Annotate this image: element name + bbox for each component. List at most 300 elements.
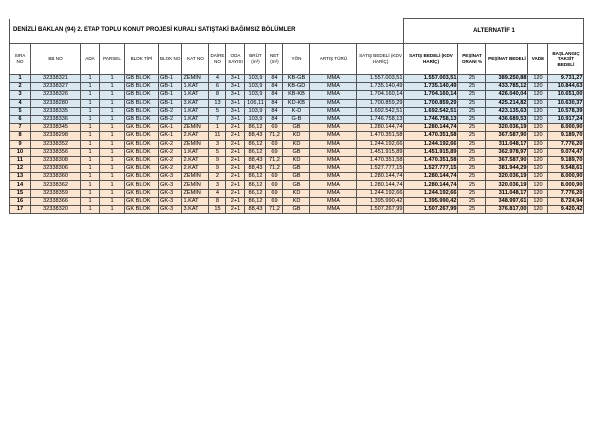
cell-oda-sayisi: 2+1 xyxy=(226,165,245,173)
cell-vade: 120 xyxy=(528,165,548,173)
cell-satis-bedeli-alt: 1.746.758,13 xyxy=(404,115,458,123)
cell-satis-bedeli: 1.244.192,66 xyxy=(357,189,404,197)
cell-kat-no: ZEMİN xyxy=(182,181,209,189)
cell-baslangic-taksit: 8.000,90 xyxy=(548,124,584,132)
cell-daire-no: 5 xyxy=(209,148,226,156)
cell-parsel: 1 xyxy=(100,148,125,156)
cell-parsel: 1 xyxy=(100,140,125,148)
header-brut: BRÜT (m²) xyxy=(245,44,266,75)
cell-pesinat-bedeli: 320.036,19 xyxy=(486,173,528,181)
cell-pesinat-bedeli: 389.250,88 xyxy=(486,75,528,83)
spreadsheet xyxy=(9,18,584,214)
cell-satis-bedeli-alt: 1.700.859,29 xyxy=(404,99,458,107)
cell-kat-no: ZEMİN xyxy=(182,173,209,181)
cell-blok-tipi: GK BLOK xyxy=(125,206,159,214)
cell-bb-no: 32338352 xyxy=(31,140,81,148)
header-sira-no: SIRA NO xyxy=(10,44,31,75)
table-row xyxy=(10,165,584,173)
cell-brut: 88,43 xyxy=(245,165,266,173)
table-body xyxy=(10,75,584,214)
cell-satis-bedeli: 1.735.140,49 xyxy=(357,83,404,91)
cell-bb-no: 32338356 xyxy=(31,148,81,156)
cell-satis-bedeli-alt: 1.704.160,14 xyxy=(404,91,458,99)
cell-blok-no: GK-1 xyxy=(159,132,182,140)
cell-kat-no: ZEMİN xyxy=(182,140,209,148)
cell-net: 84 xyxy=(266,99,283,107)
cell-baslangic-taksit: 10.630,37 xyxy=(548,99,584,107)
cell-net: 71,2 xyxy=(266,206,283,214)
cell-net: 69 xyxy=(266,197,283,205)
cell-blok-tipi: GB BLOK xyxy=(125,75,159,83)
cell-pesinat-orani: 25 xyxy=(458,140,486,148)
cell-vade: 120 xyxy=(528,173,548,181)
table-row xyxy=(10,132,584,140)
cell-blok-tipi: GK BLOK xyxy=(125,197,159,205)
cell-kat-no: 2.KAT xyxy=(182,165,209,173)
cell-brut: 86,12 xyxy=(245,197,266,205)
cell-baslangic-taksit: 9.731,27 xyxy=(548,75,584,83)
cell-satis-bedeli: 1.746.758,13 xyxy=(357,115,404,123)
cell-sira-no: 16 xyxy=(10,197,31,205)
cell-bb-no: 32338362 xyxy=(31,181,81,189)
cell-satis-bedeli: 1.280.144,74 xyxy=(357,181,404,189)
cell-blok-no: GB-1 xyxy=(159,83,182,91)
cell-net: 69 xyxy=(266,173,283,181)
cell-blok-tipi: GB BLOK xyxy=(125,115,159,123)
cell-sira-no: 6 xyxy=(10,115,31,123)
cell-satis-bedeli: 1.557.003,51 xyxy=(357,75,404,83)
cell-satis-bedeli: 1.700.859,29 xyxy=(357,99,404,107)
cell-pesinat-orani: 25 xyxy=(458,189,486,197)
cell-blok-tipi: GK BLOK xyxy=(125,181,159,189)
cell-oda-sayisi: 3+1 xyxy=(226,99,245,107)
cell-ada: 1 xyxy=(81,173,100,181)
cell-blok-tipi: GK BLOK xyxy=(125,156,159,164)
cell-pesinat-bedeli: 426.040,04 xyxy=(486,91,528,99)
cell-baslangic-taksit: 8.000,90 xyxy=(548,173,584,181)
cell-pesinat-bedeli: 311.048,17 xyxy=(486,140,528,148)
cell-daire-no: 13 xyxy=(209,99,226,107)
cell-oda-sayisi: 3+1 xyxy=(226,107,245,115)
cell-satis-bedeli: 1.692.542,51 xyxy=(357,107,404,115)
cell-pesinat-bedeli: 425.214,82 xyxy=(486,99,528,107)
cell-satis-bedeli: 1.395.990,42 xyxy=(357,197,404,205)
cell-pesinat-orani: 25 xyxy=(458,173,486,181)
cell-yon: KD-KB xyxy=(283,99,310,107)
cell-blok-no: GK-3 xyxy=(159,189,182,197)
cell-satis-bedeli: 1.451.915,89 xyxy=(357,148,404,156)
cell-satis-bedeli-alt: 1.280.144,74 xyxy=(404,124,458,132)
cell-bb-no: 32338321 xyxy=(31,75,81,83)
cell-kat-no: 2.KAT xyxy=(182,132,209,140)
cell-satis-bedeli: 1.507.267,99 xyxy=(357,206,404,214)
table-row xyxy=(10,91,584,99)
cell-blok-tipi: GB BLOK xyxy=(125,83,159,91)
cell-baslangic-taksit: 9.074,47 xyxy=(548,148,584,156)
cell-net: 84 xyxy=(266,83,283,91)
cell-vade: 120 xyxy=(528,107,548,115)
cell-brut: 86,12 xyxy=(245,148,266,156)
table-row xyxy=(10,197,584,205)
cell-kat-no: 1.KAT xyxy=(182,107,209,115)
cell-daire-no: 9 xyxy=(209,165,226,173)
cell-satis-bedeli-alt: 1.244.192,66 xyxy=(404,140,458,148)
cell-parsel: 1 xyxy=(100,181,125,189)
cell-pesinat-orani: 25 xyxy=(458,156,486,164)
cell-vade: 120 xyxy=(528,75,548,83)
cell-blok-no: GB-2 xyxy=(159,115,182,123)
cell-kat-no: ZEMİN xyxy=(182,124,209,132)
cell-parsel: 1 xyxy=(100,124,125,132)
cell-daire-no: 7 xyxy=(209,115,226,123)
cell-brut: 88,43 xyxy=(245,156,266,164)
cell-ada: 1 xyxy=(81,91,100,99)
cell-blok-no: GK-2 xyxy=(159,156,182,164)
cell-oda-sayisi: 2+1 xyxy=(226,189,245,197)
cell-blok-no: GK-3 xyxy=(159,206,182,214)
cell-daire-no: 11 xyxy=(209,132,226,140)
cell-sira-no: 4 xyxy=(10,99,31,107)
cell-daire-no: 6 xyxy=(209,83,226,91)
cell-bb-no: 32338345 xyxy=(31,124,81,132)
title-row xyxy=(10,19,584,44)
table-row xyxy=(10,181,584,189)
cell-kat-no: ZEMİN xyxy=(182,75,209,83)
cell-satis-bedeli-alt: 1.280.144,74 xyxy=(404,173,458,181)
cell-bb-no: 32338280 xyxy=(31,99,81,107)
cell-yon: G-B xyxy=(283,115,310,123)
header-kat-no: KAT NO xyxy=(182,44,209,75)
cell-yon: KD xyxy=(283,197,310,205)
cell-daire-no: 1 xyxy=(209,124,226,132)
cell-pesinat-orani: 25 xyxy=(458,75,486,83)
cell-sira-no: 11 xyxy=(10,156,31,164)
cell-sira-no: 15 xyxy=(10,189,31,197)
cell-pesinat-bedeli: 348.997,61 xyxy=(486,197,528,205)
cell-artis-turu: MMA xyxy=(310,206,357,214)
cell-parsel: 1 xyxy=(100,156,125,164)
cell-parsel: 1 xyxy=(100,83,125,91)
cell-blok-tipi: GB BLOK xyxy=(125,99,159,107)
cell-satis-bedeli-alt: 1.470.351,58 xyxy=(404,132,458,140)
header-parsel: PARSEL xyxy=(100,44,125,75)
cell-satis-bedeli-alt: 1.735.140,49 xyxy=(404,83,458,91)
header-oda-sayisi: ODA SAYISI xyxy=(226,44,245,75)
cell-pesinat-bedeli: 433.785,12 xyxy=(486,83,528,91)
cell-bb-no: 32338360 xyxy=(31,173,81,181)
cell-sira-no: 13 xyxy=(10,173,31,181)
cell-pesinat-orani: 25 xyxy=(458,197,486,205)
cell-ada: 1 xyxy=(81,75,100,83)
cell-blok-no: GK-2 xyxy=(159,165,182,173)
cell-yon: KB-KB xyxy=(283,91,310,99)
cell-oda-sayisi: 3+1 xyxy=(226,91,245,99)
cell-oda-sayisi: 2+1 xyxy=(226,181,245,189)
cell-parsel: 1 xyxy=(100,91,125,99)
cell-vade: 120 xyxy=(528,189,548,197)
header-artis-turu: ARTIŞ TÜRÜ xyxy=(310,44,357,75)
cell-brut: 103,9 xyxy=(245,107,266,115)
cell-yon: KD xyxy=(283,189,310,197)
cell-blok-no: GK-2 xyxy=(159,140,182,148)
header-net: NET (m²) xyxy=(266,44,283,75)
table-row xyxy=(10,115,584,123)
cell-vade: 120 xyxy=(528,91,548,99)
cell-parsel: 1 xyxy=(100,115,125,123)
cell-blok-tipi: GB BLOK xyxy=(125,91,159,99)
cell-satis-bedeli: 1.280.144,74 xyxy=(357,173,404,181)
table-row xyxy=(10,148,584,156)
cell-pesinat-orani: 25 xyxy=(458,107,486,115)
table-row xyxy=(10,107,584,115)
cell-oda-sayisi: 2+1 xyxy=(226,148,245,156)
table-row xyxy=(10,75,584,83)
cell-net: 69 xyxy=(266,189,283,197)
cell-baslangic-taksit: 9.548,61 xyxy=(548,165,584,173)
cell-brut: 86,12 xyxy=(245,140,266,148)
cell-artis-turu: MMA xyxy=(310,115,357,123)
header-pesinat-bedeli: PEŞİNAT BEDELİ xyxy=(486,44,528,75)
cell-artis-turu: MMA xyxy=(310,124,357,132)
cell-brut: 86,12 xyxy=(245,124,266,132)
cell-artis-turu: MMA xyxy=(310,197,357,205)
cell-yon: GB xyxy=(283,206,310,214)
cell-yon: KB-GB xyxy=(283,75,310,83)
table-row xyxy=(10,99,584,107)
cell-pesinat-bedeli: 311.048,17 xyxy=(486,189,528,197)
cell-blok-no: GK-3 xyxy=(159,173,182,181)
cell-kat-no: 1.KAT xyxy=(182,91,209,99)
cell-yon: KD xyxy=(283,132,310,140)
header-satis-bedeli-alt: SATIŞ BEDELİ (KDV HARİÇ) xyxy=(404,44,458,75)
cell-bb-no: 32338366 xyxy=(31,197,81,205)
cell-satis-bedeli-alt: 1.557.003,51 xyxy=(404,75,458,83)
cell-parsel: 1 xyxy=(100,189,125,197)
cell-yon: KD xyxy=(283,140,310,148)
cell-baslangic-taksit: 7.776,20 xyxy=(548,140,584,148)
cell-sira-no: 12 xyxy=(10,165,31,173)
cell-kat-no: 3.KAT xyxy=(182,99,209,107)
cell-ada: 1 xyxy=(81,156,100,164)
cell-satis-bedeli-alt: 1.280.144,74 xyxy=(404,181,458,189)
cell-parsel: 1 xyxy=(100,99,125,107)
cell-pesinat-orani: 25 xyxy=(458,83,486,91)
cell-bb-no: 32338308 xyxy=(31,156,81,164)
cell-sira-no: 3 xyxy=(10,91,31,99)
cell-oda-sayisi: 3+1 xyxy=(226,75,245,83)
cell-pesinat-bedeli: 376.817,00 xyxy=(486,206,528,214)
cell-brut: 103,9 xyxy=(245,75,266,83)
cell-baslangic-taksit: 10.917,24 xyxy=(548,115,584,123)
cell-pesinat-orani: 25 xyxy=(458,115,486,123)
cell-net: 84 xyxy=(266,107,283,115)
cell-satis-bedeli-alt: 1.692.542,51 xyxy=(404,107,458,115)
cell-ada: 1 xyxy=(81,206,100,214)
cell-daire-no: 9 xyxy=(209,156,226,164)
cell-brut: 106,11 xyxy=(245,99,266,107)
cell-vade: 120 xyxy=(528,206,548,214)
cell-pesinat-orani: 25 xyxy=(458,132,486,140)
cell-daire-no: 15 xyxy=(209,206,226,214)
cell-artis-turu: MMA xyxy=(310,99,357,107)
cell-bb-no: 32338306 xyxy=(31,165,81,173)
cell-brut: 103,9 xyxy=(245,83,266,91)
cell-ada: 1 xyxy=(81,140,100,148)
cell-baslangic-taksit: 8.000,90 xyxy=(548,181,584,189)
cell-net: 84 xyxy=(266,91,283,99)
cell-vade: 120 xyxy=(528,99,548,107)
page-title: DENİZLİ BAKLAN (94) 2. ETAP TOPLU KONUT PROJESİ KURALI SATIŞTAKİ BAĞIMSIZ BÖLÜMLER xyxy=(10,19,357,44)
cell-blok-tipi: GK BLOK xyxy=(125,165,159,173)
cell-blok-tipi: GK BLOK xyxy=(125,132,159,140)
cell-parsel: 1 xyxy=(100,197,125,205)
cell-artis-turu: MMA xyxy=(310,173,357,181)
cell-net: 84 xyxy=(266,115,283,123)
header-pesinat-orani: PEŞİNAT ORANI % xyxy=(458,44,486,75)
cell-ada: 1 xyxy=(81,189,100,197)
cell-ada: 1 xyxy=(81,165,100,173)
cell-artis-turu: MMA xyxy=(310,148,357,156)
cell-daire-no: 2 xyxy=(209,173,226,181)
cell-brut: 88,43 xyxy=(245,206,266,214)
cell-blok-no: GK-3 xyxy=(159,181,182,189)
cell-daire-no: 4 xyxy=(209,75,226,83)
cell-baslangic-taksit: 10.578,39 xyxy=(548,107,584,115)
table-row xyxy=(10,140,584,148)
cell-baslangic-taksit: 7.776,20 xyxy=(548,189,584,197)
cell-pesinat-bedeli: 320.036,19 xyxy=(486,124,528,132)
cell-artis-turu: MMA xyxy=(310,83,357,91)
cell-ada: 1 xyxy=(81,99,100,107)
cell-satis-bedeli: 1.280.144,74 xyxy=(357,124,404,132)
cell-ada: 1 xyxy=(81,115,100,123)
cell-pesinat-orani: 25 xyxy=(458,165,486,173)
cell-brut: 86,12 xyxy=(245,189,266,197)
header-row xyxy=(10,44,584,75)
cell-artis-turu: MMA xyxy=(310,156,357,164)
cell-vade: 120 xyxy=(528,156,548,164)
cell-sira-no: 9 xyxy=(10,140,31,148)
cell-artis-turu: MMA xyxy=(310,75,357,83)
cell-yon: KB-GD xyxy=(283,83,310,91)
cell-satis-bedeli: 1.244.192,66 xyxy=(357,140,404,148)
cell-net: 84 xyxy=(266,75,283,83)
cell-satis-bedeli: 1.527.777,15 xyxy=(357,165,404,173)
cell-vade: 120 xyxy=(528,181,548,189)
cell-artis-turu: MMA xyxy=(310,107,357,115)
cell-sira-no: 14 xyxy=(10,181,31,189)
cell-bb-no: 32338335 xyxy=(31,107,81,115)
cell-artis-turu: MMA xyxy=(310,181,357,189)
cell-parsel: 1 xyxy=(100,107,125,115)
cell-sira-no: 17 xyxy=(10,206,31,214)
cell-blok-no: GK-2 xyxy=(159,148,182,156)
cell-kat-no: 1.KAT xyxy=(182,115,209,123)
table-row xyxy=(10,189,584,197)
cell-yon: GB xyxy=(283,181,310,189)
cell-oda-sayisi: 2+1 xyxy=(226,206,245,214)
table-row xyxy=(10,124,584,132)
cell-yon: GB xyxy=(283,165,310,173)
cell-sira-no: 7 xyxy=(10,124,31,132)
header-daire-no: DAİRE NO xyxy=(209,44,226,75)
cell-baslangic-taksit: 9.189,70 xyxy=(548,132,584,140)
cell-sira-no: 10 xyxy=(10,148,31,156)
cell-yon: KD xyxy=(283,156,310,164)
cell-satis-bedeli-alt: 1.244.192,66 xyxy=(404,189,458,197)
cell-vade: 120 xyxy=(528,132,548,140)
cell-satis-bedeli-alt: 1.451.915,89 xyxy=(404,148,458,156)
cell-pesinat-bedeli: 436.689,53 xyxy=(486,115,528,123)
cell-ada: 1 xyxy=(81,83,100,91)
cell-yon: K-D xyxy=(283,107,310,115)
table-row xyxy=(10,156,584,164)
cell-blok-no: GB-1 xyxy=(159,75,182,83)
cell-kat-no: 1.KAT xyxy=(182,197,209,205)
cell-bb-no: 32338320 xyxy=(31,206,81,214)
cell-ada: 1 xyxy=(81,148,100,156)
cell-parsel: 1 xyxy=(100,132,125,140)
cell-net: 71,2 xyxy=(266,132,283,140)
header-yon: YÖN xyxy=(283,44,310,75)
cell-kat-no: ZEMİN xyxy=(182,189,209,197)
cell-yon: GB xyxy=(283,173,310,181)
cell-daire-no: 4 xyxy=(209,189,226,197)
cell-blok-tipi: GK BLOK xyxy=(125,189,159,197)
cell-pesinat-orani: 25 xyxy=(458,181,486,189)
cell-oda-sayisi: 3+1 xyxy=(226,115,245,123)
cell-vade: 120 xyxy=(528,148,548,156)
sales-table xyxy=(9,18,584,214)
cell-brut: 103,9 xyxy=(245,91,266,99)
cell-daire-no: 3 xyxy=(209,181,226,189)
cell-sira-no: 1 xyxy=(10,75,31,83)
header-satis-bedeli: SATIŞ BEDELİ (KDV HARİÇ) xyxy=(357,44,404,75)
cell-net: 69 xyxy=(266,148,283,156)
cell-daire-no: 8 xyxy=(209,91,226,99)
cell-vade: 120 xyxy=(528,140,548,148)
cell-bb-no: 32338359 xyxy=(31,189,81,197)
cell-pesinat-orani: 25 xyxy=(458,206,486,214)
cell-net: 69 xyxy=(266,140,283,148)
cell-vade: 120 xyxy=(528,115,548,123)
cell-bb-no: 32338336 xyxy=(31,115,81,123)
cell-parsel: 1 xyxy=(100,165,125,173)
cell-oda-sayisi: 2+1 xyxy=(226,132,245,140)
cell-blok-tipi: GK BLOK xyxy=(125,140,159,148)
cell-brut: 86,12 xyxy=(245,173,266,181)
cell-sira-no: 2 xyxy=(10,83,31,91)
cell-sira-no: 8 xyxy=(10,132,31,140)
table-row xyxy=(10,83,584,91)
cell-vade: 120 xyxy=(528,124,548,132)
cell-pesinat-bedeli: 320.036,19 xyxy=(486,181,528,189)
cell-kat-no: 2.KAT xyxy=(182,156,209,164)
cell-sira-no: 5 xyxy=(10,107,31,115)
cell-brut: 86,12 xyxy=(245,181,266,189)
cell-satis-bedeli-alt: 1.470.351,58 xyxy=(404,156,458,164)
cell-pesinat-bedeli: 362.978,97 xyxy=(486,148,528,156)
cell-daire-no: 3 xyxy=(209,140,226,148)
cell-bb-no: 32338326 xyxy=(31,91,81,99)
header-vade: VADE xyxy=(528,44,548,75)
cell-yon: GB xyxy=(283,148,310,156)
cell-ada: 1 xyxy=(81,107,100,115)
table-row xyxy=(10,173,584,181)
cell-parsel: 1 xyxy=(100,173,125,181)
cell-artis-turu: MMA xyxy=(310,132,357,140)
cell-vade: 120 xyxy=(528,197,548,205)
